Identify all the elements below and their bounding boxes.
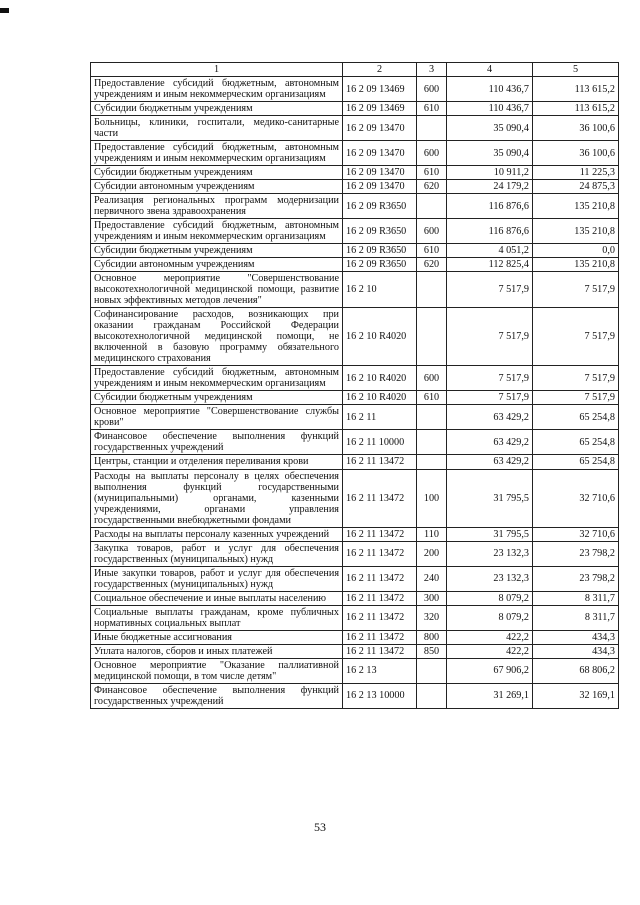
table-row [91, 430, 619, 455]
row-code-cell: 16 2 11 13472 [343, 469, 417, 527]
row-amount-2-cell: 32 710,6 [533, 469, 619, 527]
scan-corner-mark [0, 8, 9, 13]
row-amount-1-cell: 10 911,2 [447, 166, 533, 180]
row-code-cell: 16 2 09 13470 [343, 141, 417, 166]
row-expense-type-cell [417, 658, 447, 683]
table-row [91, 102, 619, 116]
row-name-cell: Субсидии бюджетным учреждениям [91, 166, 343, 180]
row-code-cell: 16 2 11 13472 [343, 591, 417, 605]
row-expense-type-cell: 610 [417, 102, 447, 116]
row-expense-type-cell: 240 [417, 566, 447, 591]
row-amount-1-cell: 422,2 [447, 644, 533, 658]
column-header-code: 2 [343, 63, 417, 77]
row-amount-2-cell: 65 254,8 [533, 405, 619, 430]
table-row [91, 658, 619, 683]
row-amount-2-cell: 8 311,7 [533, 591, 619, 605]
table-row [91, 683, 619, 708]
table-row [91, 591, 619, 605]
row-code-cell: 16 2 13 [343, 658, 417, 683]
row-amount-1-cell: 63 429,2 [447, 430, 533, 455]
column-header-name: 1 [91, 63, 343, 77]
row-code-cell: 16 2 09 R3650 [343, 194, 417, 219]
table-body [91, 77, 619, 709]
row-amount-1-cell: 112 825,4 [447, 258, 533, 272]
row-amount-1-cell: 31 795,5 [447, 527, 533, 541]
row-code-cell: 16 2 09 R3650 [343, 244, 417, 258]
row-name-cell: Основное мероприятие "Совершенствование службы крови" [91, 405, 343, 430]
table-row [91, 469, 619, 527]
row-amount-2-cell: 7 517,9 [533, 308, 619, 366]
row-amount-2-cell: 65 254,8 [533, 455, 619, 469]
row-name-cell: Основное мероприятие "Оказание паллиативной медицинской помощи, в том числе детям" [91, 658, 343, 683]
table-row [91, 566, 619, 591]
row-code-cell: 16 2 11 13472 [343, 605, 417, 630]
column-header-amount-1: 4 [447, 63, 533, 77]
row-amount-2-cell: 7 517,9 [533, 366, 619, 391]
page-number: 53 [314, 820, 326, 834]
row-amount-1-cell: 35 090,4 [447, 141, 533, 166]
row-expense-type-cell [417, 308, 447, 366]
row-amount-1-cell: 116 876,6 [447, 194, 533, 219]
row-amount-1-cell: 67 906,2 [447, 658, 533, 683]
table-row [91, 194, 619, 219]
row-code-cell: 16 2 09 R3650 [343, 258, 417, 272]
table-row [91, 527, 619, 541]
row-amount-1-cell: 31 795,5 [447, 469, 533, 527]
row-name-cell: Центры, станции и отделения переливания крови [91, 455, 343, 469]
row-expense-type-cell [417, 272, 447, 308]
row-name-cell: Финансовое обеспечение выполнения функций государственных учреждений [91, 430, 343, 455]
table-row [91, 166, 619, 180]
row-expense-type-cell [417, 455, 447, 469]
row-amount-2-cell: 8 311,7 [533, 605, 619, 630]
row-expense-type-cell: 610 [417, 391, 447, 405]
row-amount-2-cell: 113 615,2 [533, 77, 619, 102]
row-expense-type-cell: 600 [417, 141, 447, 166]
row-code-cell: 16 2 09 13469 [343, 102, 417, 116]
row-amount-1-cell: 110 436,7 [447, 102, 533, 116]
table-row [91, 244, 619, 258]
table-row [91, 391, 619, 405]
row-amount-2-cell: 32 169,1 [533, 683, 619, 708]
row-name-cell: Софинансирование расходов, возникающих при оказании гражданам Российской Федерации высокотехнологичной медицинской помощи, не включенной в базовую программу обязательного медицинского страхования [91, 308, 343, 366]
header-row [91, 63, 619, 77]
row-name-cell: Закупка товаров, работ и услуг для обеспечения государственных (муниципальных) нужд [91, 541, 343, 566]
column-header-amount-2: 5 [533, 63, 619, 77]
row-amount-1-cell: 31 269,1 [447, 683, 533, 708]
row-expense-type-cell: 620 [417, 258, 447, 272]
row-amount-2-cell: 23 798,2 [533, 541, 619, 566]
row-amount-1-cell: 7 517,9 [447, 391, 533, 405]
row-code-cell: 16 2 11 13472 [343, 455, 417, 469]
row-code-cell: 16 2 11 10000 [343, 430, 417, 455]
row-amount-2-cell: 113 615,2 [533, 102, 619, 116]
row-name-cell: Основное мероприятие "Совершенствование высокотехнологичной медицинской помощи, развитие новых эффективных методов лечения" [91, 272, 343, 308]
row-expense-type-cell: 600 [417, 219, 447, 244]
row-expense-type-cell: 100 [417, 469, 447, 527]
row-name-cell: Больницы, клиники, госпитали, медико-санитарные части [91, 116, 343, 141]
row-code-cell: 16 2 09 13470 [343, 166, 417, 180]
row-amount-1-cell: 24 179,2 [447, 180, 533, 194]
row-amount-1-cell: 63 429,2 [447, 455, 533, 469]
row-amount-2-cell: 135 210,8 [533, 219, 619, 244]
table-row [91, 541, 619, 566]
row-amount-1-cell: 63 429,2 [447, 405, 533, 430]
row-code-cell: 16 2 11 [343, 405, 417, 430]
row-name-cell: Иные закупки товаров, работ и услуг для обеспечения государственных (муниципальных) нужд [91, 566, 343, 591]
row-expense-type-cell: 320 [417, 605, 447, 630]
row-code-cell: 16 2 09 13470 [343, 116, 417, 141]
table-row [91, 272, 619, 308]
row-name-cell: Предоставление субсидий бюджетным, автономным учреждениям и иным некоммерческим организациям [91, 219, 343, 244]
row-expense-type-cell: 110 [417, 527, 447, 541]
row-expense-type-cell: 600 [417, 77, 447, 102]
budget-table [90, 62, 619, 709]
row-amount-2-cell: 36 100,6 [533, 116, 619, 141]
row-name-cell: Финансовое обеспечение выполнения функций государственных учреждений [91, 683, 343, 708]
row-code-cell: 16 2 10 R4020 [343, 366, 417, 391]
row-name-cell: Субсидии автономным учреждениям [91, 258, 343, 272]
row-expense-type-cell: 620 [417, 180, 447, 194]
row-code-cell: 16 2 09 13469 [343, 77, 417, 102]
row-amount-1-cell: 8 079,2 [447, 605, 533, 630]
row-code-cell: 16 2 13 10000 [343, 683, 417, 708]
row-amount-2-cell: 434,3 [533, 630, 619, 644]
row-name-cell: Социальные выплаты гражданам, кроме публичных нормативных социальных выплат [91, 605, 343, 630]
row-code-cell: 16 2 10 R4020 [343, 391, 417, 405]
row-amount-1-cell: 116 876,6 [447, 219, 533, 244]
table-row [91, 258, 619, 272]
row-amount-1-cell: 422,2 [447, 630, 533, 644]
row-code-cell: 16 2 11 13472 [343, 630, 417, 644]
table-row [91, 605, 619, 630]
row-name-cell: Субсидии бюджетным учреждениям [91, 102, 343, 116]
table-row [91, 366, 619, 391]
row-amount-1-cell: 110 436,7 [447, 77, 533, 102]
row-code-cell: 16 2 11 13472 [343, 541, 417, 566]
row-name-cell: Предоставление субсидий бюджетным, автономным учреждениям и иным некоммерческим организациям [91, 141, 343, 166]
table-row [91, 405, 619, 430]
row-code-cell: 16 2 11 13472 [343, 644, 417, 658]
row-amount-2-cell: 135 210,8 [533, 194, 619, 219]
row-amount-2-cell: 0,0 [533, 244, 619, 258]
row-expense-type-cell [417, 683, 447, 708]
row-name-cell: Предоставление субсидий бюджетным, автономным учреждениям и иным некоммерческим организациям [91, 77, 343, 102]
row-expense-type-cell: 610 [417, 166, 447, 180]
row-name-cell: Субсидии бюджетным учреждениям [91, 244, 343, 258]
row-amount-2-cell: 135 210,8 [533, 258, 619, 272]
row-amount-1-cell: 8 079,2 [447, 591, 533, 605]
table-row [91, 630, 619, 644]
row-expense-type-cell: 850 [417, 644, 447, 658]
row-code-cell: 16 2 10 [343, 272, 417, 308]
row-amount-2-cell: 7 517,9 [533, 272, 619, 308]
row-amount-2-cell: 24 875,3 [533, 180, 619, 194]
row-name-cell: Субсидии автономным учреждениям [91, 180, 343, 194]
column-header-expense-type: 3 [417, 63, 447, 77]
row-expense-type-cell: 600 [417, 366, 447, 391]
table-row [91, 141, 619, 166]
row-expense-type-cell [417, 116, 447, 141]
row-amount-1-cell: 7 517,9 [447, 272, 533, 308]
row-code-cell: 16 2 11 13472 [343, 566, 417, 591]
row-amount-1-cell: 23 132,3 [447, 566, 533, 591]
table-row [91, 180, 619, 194]
row-code-cell: 16 2 11 13472 [343, 527, 417, 541]
row-name-cell: Уплата налогов, сборов и иных платежей [91, 644, 343, 658]
row-name-cell: Расходы на выплаты персоналу в целях обеспечения выполнения функций государственными (муниципальными) органами, казенными учреждениями, органами управления государственными внебюджетными фондами [91, 469, 343, 527]
table-row [91, 116, 619, 141]
row-amount-2-cell: 434,3 [533, 644, 619, 658]
row-name-cell: Реализация региональных программ модернизации первичного звена здравоохранения [91, 194, 343, 219]
row-name-cell: Иные бюджетные ассигнования [91, 630, 343, 644]
row-amount-2-cell: 11 225,3 [533, 166, 619, 180]
row-amount-1-cell: 35 090,4 [447, 116, 533, 141]
row-expense-type-cell [417, 194, 447, 219]
row-expense-type-cell: 300 [417, 591, 447, 605]
row-code-cell: 16 2 09 13470 [343, 180, 417, 194]
row-expense-type-cell: 200 [417, 541, 447, 566]
row-amount-1-cell: 4 051,2 [447, 244, 533, 258]
row-code-cell: 16 2 09 R3650 [343, 219, 417, 244]
row-amount-2-cell: 7 517,9 [533, 391, 619, 405]
row-name-cell: Предоставление субсидий бюджетным, автономным учреждениям и иным некоммерческим организациям [91, 366, 343, 391]
row-name-cell: Субсидии бюджетным учреждениям [91, 391, 343, 405]
row-expense-type-cell: 800 [417, 630, 447, 644]
row-expense-type-cell [417, 430, 447, 455]
row-amount-1-cell: 7 517,9 [447, 366, 533, 391]
table-row [91, 644, 619, 658]
table-row [91, 308, 619, 366]
row-amount-1-cell: 7 517,9 [447, 308, 533, 366]
table-row [91, 77, 619, 102]
row-code-cell: 16 2 10 R4020 [343, 308, 417, 366]
row-amount-2-cell: 68 806,2 [533, 658, 619, 683]
row-name-cell: Расходы на выплаты персоналу казенных учреждений [91, 527, 343, 541]
row-amount-1-cell: 23 132,3 [447, 541, 533, 566]
row-amount-2-cell: 23 798,2 [533, 566, 619, 591]
row-amount-2-cell: 36 100,6 [533, 141, 619, 166]
table-row [91, 455, 619, 469]
row-amount-2-cell: 32 710,6 [533, 527, 619, 541]
row-expense-type-cell [417, 405, 447, 430]
table-row [91, 219, 619, 244]
row-name-cell: Социальное обеспечение и иные выплаты населению [91, 591, 343, 605]
row-amount-2-cell: 65 254,8 [533, 430, 619, 455]
row-expense-type-cell: 610 [417, 244, 447, 258]
